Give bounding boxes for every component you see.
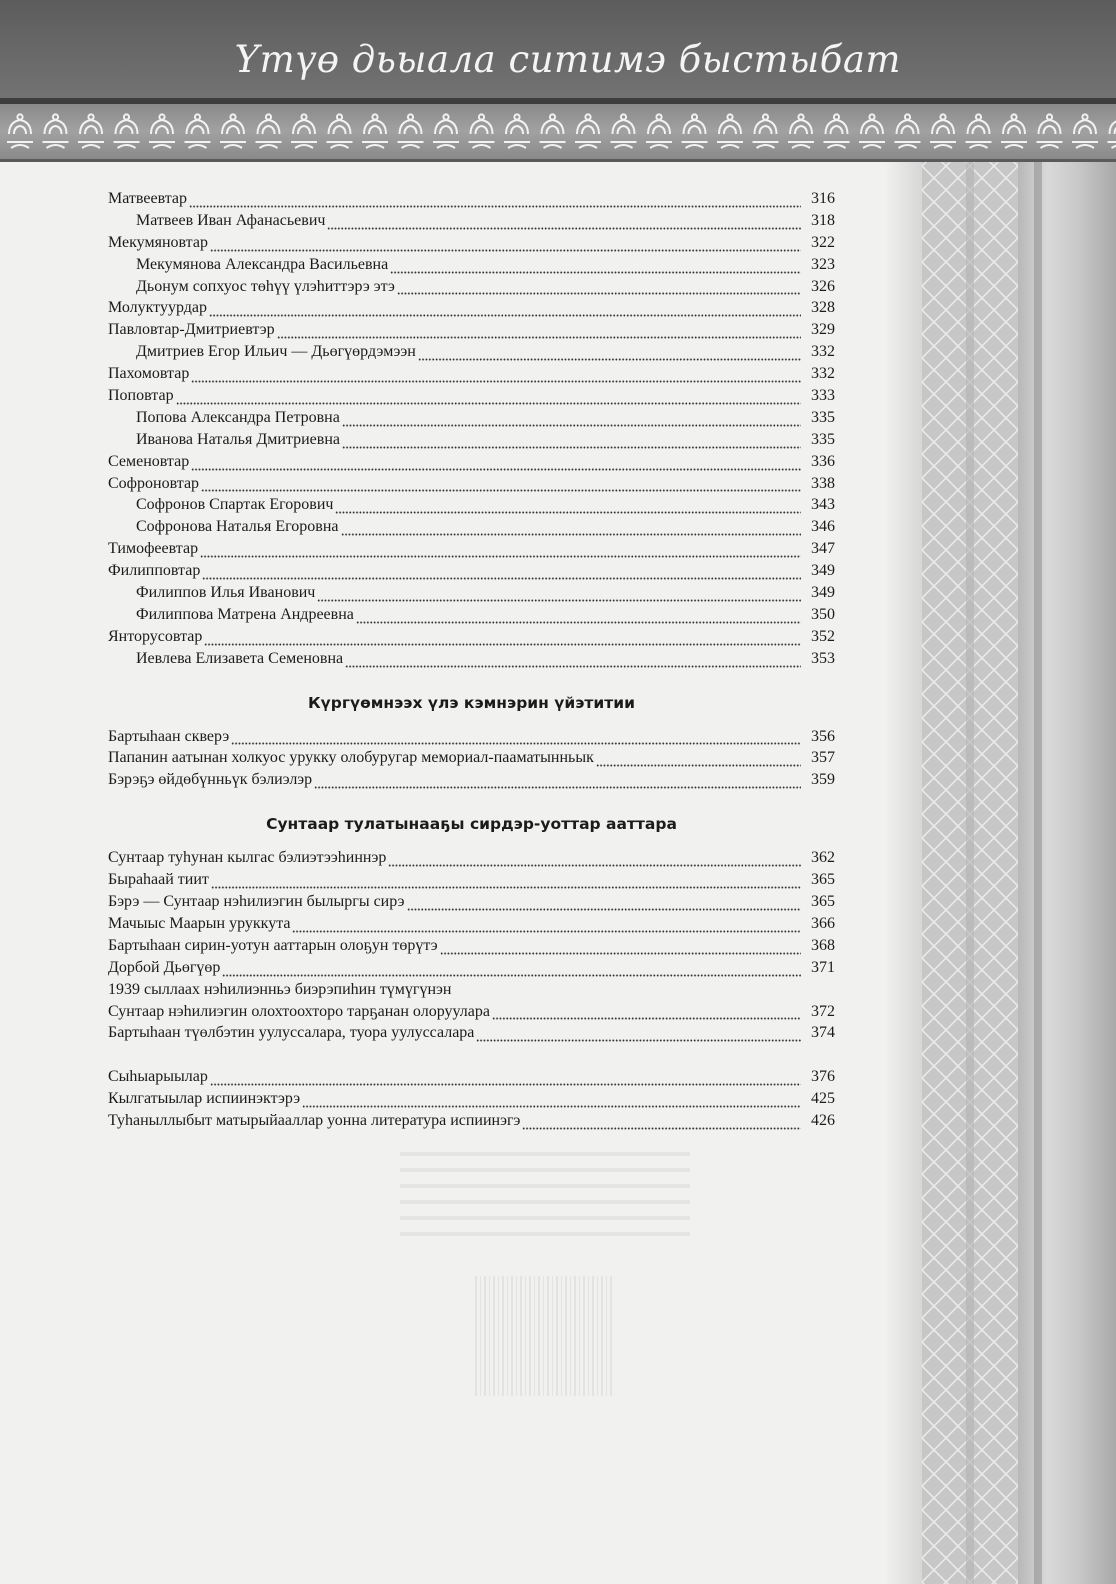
toc-entry-title: Иванова Наталья Дмитриевна [136,430,340,448]
ornament-motif [966,114,992,148]
toc-entry-page: 346 [811,518,835,536]
toc-entry [108,451,835,473]
toc-entry-title: Матвеевтар [108,190,188,207]
toc-entry-title: Матвеев Иван Афанасьевич [136,211,326,229]
ornament-motif [1001,114,1027,148]
ornament-motif [256,114,282,148]
toc-entry [108,847,835,869]
toc-entry [108,473,835,495]
section-heading: Сунтаар тулатынааҕы сирдэр-уоттар ааттара [266,815,677,834]
toc-entry-title: Софронова Наталья Егоровна [136,518,339,536]
dot-leader [345,656,801,668]
ornament-motif [895,114,921,148]
dot-leader [277,327,801,339]
toc-entry-page: 332 [811,343,835,361]
toc-entry [108,626,835,648]
toc-entry-title: Быраһаай тиит [108,871,209,889]
toc-entry-title: Бартыһаан сирин-уотун ааттарын олоҕун төрүтэ [108,936,438,954]
ornament-motif [291,114,317,148]
toc-entry-title: Бэрэ — Сунтаар нэһилиэгин былыргы сирэ [108,893,405,911]
toc-entry [108,1001,835,1023]
toc-entry [108,747,835,769]
dot-leader [209,305,801,317]
toc-entry-page: 323 [811,255,835,273]
toc-entry-title: Дьонум сопхуос төһүү үлэһиттэрэ этэ [136,277,395,295]
toc-entry-page: 322 [811,233,835,251]
toc-entry [108,560,835,582]
dot-leader [327,218,801,230]
dot-leader [317,590,801,602]
toc-entry [108,385,835,407]
toc-entry [108,538,835,560]
ornament-motif [398,114,424,148]
ornament-motif [859,114,885,148]
dot-leader [200,546,801,558]
toc-entry-title: Софроновтар [108,474,200,492]
toc-entry [108,726,835,748]
dot-leader [341,524,801,536]
toc-entry-title: Семеновтар [108,452,190,470]
toc-entry-page: 318 [811,211,835,229]
toc-entry-title: 1939 сыллаах нэһилиэнньэ биэрэпиһин түмүгүнэн [108,980,452,998]
toc-group-places [108,847,835,978]
toc-entry-title: Пахомовтар [108,365,190,383]
toc-entry-page: 349 [811,562,835,580]
toc-entry-page: 376 [811,1068,835,1086]
side-ornament [922,162,1018,1584]
toc-entry-page: 338 [811,474,835,492]
toc-entry-title: Дорбой Дьөгүөр [108,958,221,976]
ornament-motif [824,114,850,148]
toc-entry-page: 332 [811,365,835,383]
section-heading: Күргүөмнээх үлэ кэмнэрин үйэтитии [308,693,635,712]
toc-entry-title: Сунтаар туһунан кылгас бэлиэтээһиннэр [108,849,387,867]
toc-group-memorials [108,726,835,792]
side-lattice-pattern [922,162,1018,1584]
dot-leader [342,415,801,427]
dot-leader [191,459,801,471]
toc-entry-page: 350 [811,605,835,623]
toc-entry-page: 371 [811,958,835,976]
toc-entry-title: Филиппова Матрена Андреевна [136,605,354,623]
dot-leader [302,1096,801,1108]
dot-leader [189,196,801,208]
ornament-motif [220,114,246,148]
ornament-motif [469,114,495,148]
dot-leader [314,777,801,789]
toc-entry-page: 335 [811,408,835,426]
dot-leader [222,965,801,977]
dot-leader [201,480,801,492]
ornament-motif [575,114,601,148]
ornament-motif [185,114,211,148]
toc-entry-page: 347 [811,540,835,558]
toc-entry-page: 365 [811,871,835,889]
toc-entry-title: Павловтар-Дмитриевтэр [108,321,275,339]
ornament-border [0,104,1116,162]
toc-entry-page: 362 [811,849,835,867]
toc-entry-title: Мачыыс Маарын уруккута [108,914,291,932]
toc-entry-title: Бартыһаан скверэ [108,727,230,745]
toc-entry-title: Попова Александра Петровна [136,408,340,426]
ornament-motif [540,114,566,148]
toc-entry-title: Поповтар [108,387,174,405]
toc-entry-title: Сыһыарыылар [108,1068,208,1086]
ornament-motif [930,114,956,148]
header-band [0,0,1116,98]
ornament-motif [682,114,708,148]
ornament-motif [78,114,104,148]
ornament-motif [1072,114,1098,148]
toc-entry-title: Бэрэҕэ өйдөбүнньүк бэлиэлэр [108,771,313,789]
toc-entry [108,648,835,670]
verso-bleed-through [380,1140,710,1480]
toc-group-places-cont [108,1001,835,1045]
toc-entry-page: 328 [811,299,835,317]
ornament-motif [1037,114,1063,148]
toc-entry-page: 357 [811,749,835,767]
toc-group-families [108,188,835,670]
ornament-motif [43,114,69,148]
toc-entry [108,935,835,957]
toc-entry [108,297,835,319]
ornament-motif [327,114,353,148]
toc-entry-title: Мекумяновтар [108,233,208,251]
ornament-motif [788,114,814,148]
toc-entry-page: 374 [811,1024,835,1042]
toc-entry-page: 343 [811,496,835,514]
toc-entry [108,254,835,276]
toc-entry-page: 366 [811,914,835,932]
toc-entry-page: 336 [811,452,835,470]
dot-leader [335,502,801,514]
toc-entry-title: Сунтаар нэһилиэгин олохтоохторо тарҕанан олоруулара [108,1002,490,1020]
dot-leader [210,240,801,252]
toc-entry [108,494,835,516]
toc-entry-title: Иевлева Елизавета Семеновна [136,649,344,667]
toc-entry-page: 365 [811,893,835,911]
dot-leader [191,371,801,383]
dot-leader [204,634,801,646]
dot-leader [390,262,801,274]
toc-entry [108,1110,835,1132]
toc-entry-page: 316 [811,190,835,207]
toc-entry-page: 353 [811,649,835,667]
toc-entry-title: Филипповтар [108,562,201,580]
dot-leader [596,755,801,767]
toc-entry-title: Кылгатыылар испиинэктэрэ [108,1090,301,1108]
ornament-motif [611,114,637,148]
dot-leader [292,921,801,933]
dot-leader [211,877,801,889]
toc-entry-page: 426 [811,1112,835,1130]
toc-group-appendix [108,1066,835,1132]
ornament-motif [646,114,672,148]
toc-entry-title: Филиппов Илья Иванович [136,584,316,602]
toc-entry-page: 356 [811,727,835,745]
toc-entry-page: 335 [811,430,835,448]
toc-entry [108,891,835,913]
dot-leader [210,1074,801,1086]
ornament-motif [1108,114,1116,148]
page-shadow [885,162,925,1584]
toc-entry-title: Папанин аатынан холкуос урукку олобуругар мемориал-пааматынньык [108,749,594,767]
toc-entry [108,769,835,791]
dot-leader [476,1030,801,1042]
toc-entry [108,604,835,626]
toc-entry [108,407,835,429]
side-edge [1034,162,1042,1584]
ornament-pattern [0,104,1116,162]
ornament-motif [753,114,779,148]
toc-entry [108,516,835,538]
toc-entry-title: Софронов Спартак Егорович [136,496,334,514]
toc-entry-page: 425 [811,1090,835,1108]
dot-leader [388,855,801,867]
dot-leader [418,349,801,361]
toc-entry-title: Тимофеевтар [108,540,199,558]
toc-entry [108,913,835,935]
ornament-motif [7,114,33,148]
toc-entry [108,1022,835,1044]
dot-leader [522,1118,801,1130]
ornament-motif [504,114,530,148]
table-of-contents [108,188,835,1132]
ornament-motif [362,114,388,148]
toc-entry [108,276,835,298]
toc-entry [108,363,835,385]
toc-entry [108,341,835,363]
dot-leader [440,943,801,955]
toc-entry [108,429,835,451]
toc-entry-page: 372 [811,1002,835,1020]
ornament-motif [433,114,459,148]
ornament-motif [149,114,175,148]
dot-leader [342,437,801,449]
toc-entry-title: Туһаныллыбыт матырыйааллар уонна литература испиинэгэ [108,1112,521,1130]
running-header-title: Үтүө дьыала ситимэ быстыбат [234,38,901,81]
toc-entry-page: 359 [811,771,835,789]
toc-entry-title: Мекумянова Александра Васильевна [136,255,389,273]
toc-entry [108,232,835,254]
dot-leader [202,568,801,580]
toc-entry-page: 368 [811,936,835,954]
toc-entry [108,869,835,891]
toc-entry-page: 326 [811,277,835,295]
dot-leader [176,393,801,405]
dot-leader [356,612,801,624]
toc-entry [108,979,835,1001]
toc-entry [108,582,835,604]
toc-entry [108,957,835,979]
toc-entry-title: Молуктуурдар [108,299,207,317]
ornament-motif [717,114,743,148]
dot-leader [397,283,801,295]
toc-entry-title: Янторусовтар [108,627,203,645]
side-band [1018,162,1116,1584]
toc-entry-title: Дмитриев Егор Ильич — Дьөгүөрдэмээн [136,343,416,361]
toc-entry [108,1088,835,1110]
toc-entry [108,1066,835,1088]
dot-leader [407,899,801,911]
toc-entry-page: 333 [811,387,835,405]
ornament-motif [114,114,140,148]
dot-leader [231,733,801,745]
toc-entry-page: 349 [811,584,835,602]
toc-entry-title: Бартыһаан түөлбэтин уулуссалара, туора уулуссалара [108,1024,475,1042]
toc-entry [108,319,835,341]
toc-entry [108,210,835,232]
toc-entry [108,188,835,210]
toc-entry-page: 352 [811,627,835,645]
toc-entry-page: 329 [811,321,835,339]
dot-leader [492,1008,801,1020]
